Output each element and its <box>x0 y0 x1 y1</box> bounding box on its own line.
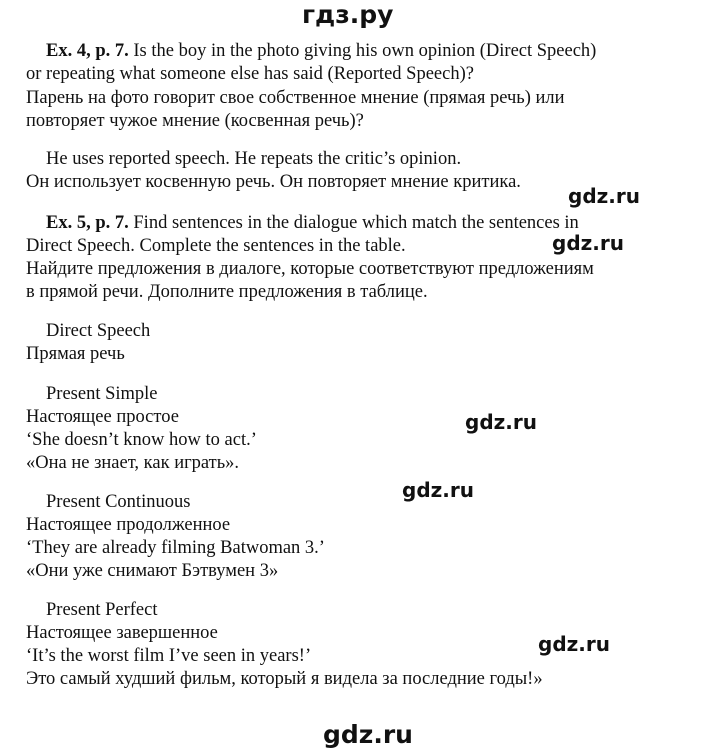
watermark: gdz.ru <box>538 632 610 656</box>
ex4-question-en-line1 <box>46 40 596 62</box>
watermark-top: гдз.ру <box>302 0 394 29</box>
ex5-question-ru-line2: в прямой речи. Дополните предложения в таблице. <box>26 282 428 302</box>
ex4-question-ru-line1: Парень на фото говорит свое собственное мнение (прямая речь) или <box>26 88 565 108</box>
watermark: gdz.ru <box>402 478 474 502</box>
ex5-question-en-line2: Direct Speech. Complete the sentences in the table. <box>26 236 406 256</box>
ex5-label: Ex. 5, p. 7. <box>46 213 129 233</box>
present-simple-heading: Present Simple <box>46 384 158 404</box>
present-perfect-sentence-ru: Это самый худший фильм, который я видела за последние годы!» <box>26 669 543 689</box>
ex4-answer-ru: Он использует косвенную речь. Он повторяет мнение критика. <box>26 172 521 192</box>
present-perfect-heading-ru: Настоящее завершенное <box>26 623 218 643</box>
direct-speech-heading-ru: Прямая речь <box>26 344 125 364</box>
present-continuous-sentence-en: ‘They are already filming Batwoman 3.’ <box>26 538 325 558</box>
ex4-question-ru-line2: повторяет чужое мнение (косвенная речь)? <box>26 111 364 131</box>
present-perfect-heading: Present Perfect <box>46 600 158 620</box>
watermark: gdz.ru <box>465 410 537 434</box>
direct-speech-heading: Direct Speech <box>46 321 151 341</box>
ex4-question-en-line2: or repeating what someone else has said (Reported Speech)? <box>26 64 474 84</box>
present-simple-heading-ru: Настоящее простое <box>26 407 179 427</box>
present-continuous-sentence-ru: «Они уже снимают Бэтвумен 3» <box>26 561 279 581</box>
ex4-question-text: Is the boy in the photo giving his own opinion (Direct Speech) <box>128 41 597 61</box>
ex4-label: Ex. 4, p. 7. <box>46 41 129 61</box>
ex4-answer-en: He uses reported speech. He repeats the critic’s opinion. <box>46 149 462 169</box>
present-simple-sentence-en: ‘She doesn’t know how to act.’ <box>26 430 257 450</box>
ex5-question-ru-line1: Найдите предложения в диалоге, которые соответствуют предложениям <box>26 259 594 279</box>
ex5-question-en-line1 <box>46 212 579 234</box>
watermark-bottom: gdz.ru <box>323 720 413 749</box>
present-continuous-heading: Present Continuous <box>46 492 191 512</box>
ex5-question-text: Find sentences in the dialogue which match the sentences in <box>128 213 579 233</box>
present-continuous-heading-ru: Настоящее продолженное <box>26 515 231 535</box>
present-perfect-sentence-en: ‘It’s the worst film I’ve seen in years!’ <box>26 646 312 666</box>
present-simple-sentence-ru: «Она не знает, как играть». <box>26 453 240 473</box>
watermark: gdz.ru <box>568 184 640 208</box>
watermark: gdz.ru <box>552 231 624 255</box>
